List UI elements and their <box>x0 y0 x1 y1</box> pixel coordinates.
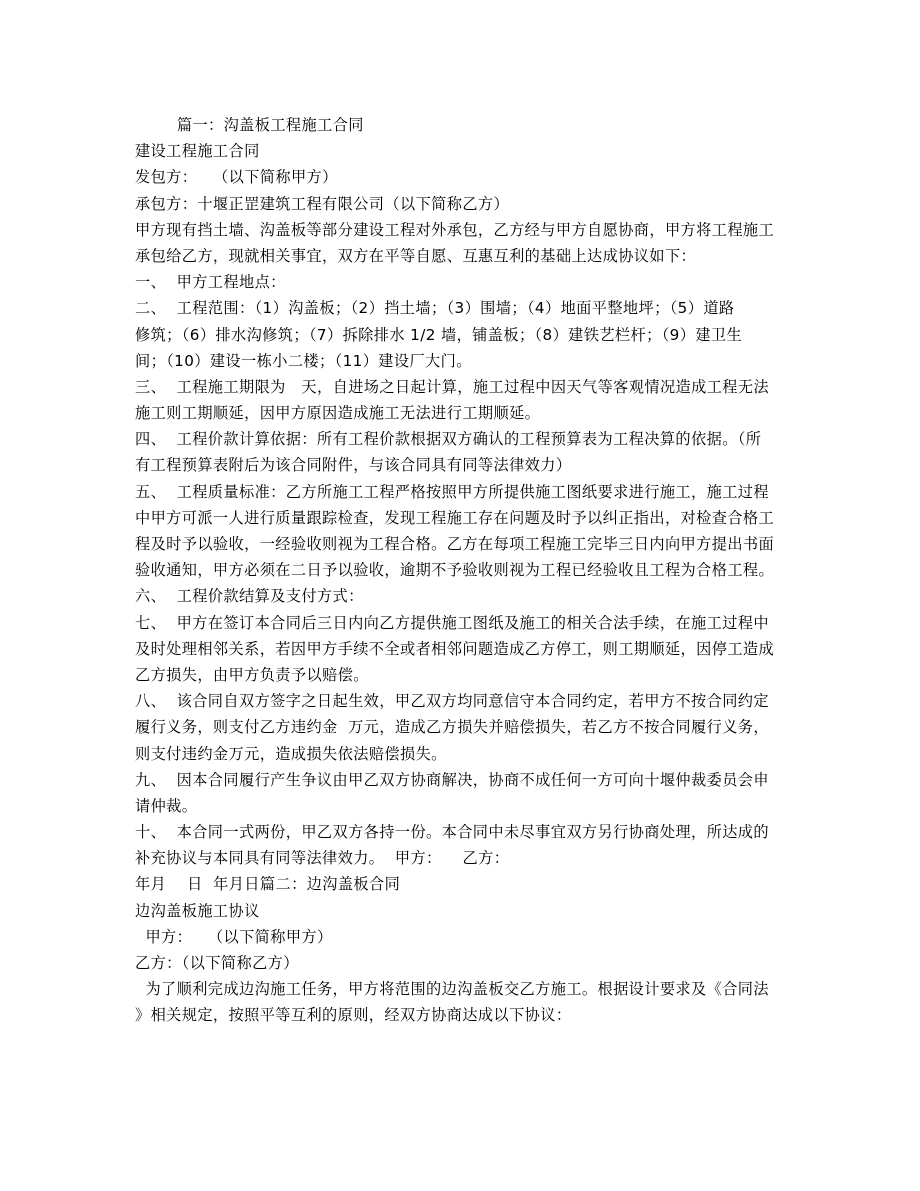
text-line: 建设工程施工合同 <box>135 142 260 161</box>
text-line: 八、 该合同自双方签字之日起生效，甲乙双方均同意信守本合同约定，若甲方不按合同约定 <box>135 692 769 711</box>
document-body <box>135 112 785 1029</box>
text-line: 五、 工程质量标准：乙方所施工工程严格按照甲方所提供施工图纸要求进行施工，施工过程 <box>135 482 769 501</box>
text-line: 一、 甲方工程地点： <box>135 273 286 292</box>
text-line: 有工程预算表附后为该合同附件，与该合同具有同等法律效力） <box>135 456 572 475</box>
text-line: 甲方现有挡土墙、沟盖板等部分建设工程对外承包，乙方经与甲方自愿协商，甲方将工程施工 <box>135 220 775 239</box>
text-line: 及时处理相邻关系，若因甲方手续不全或者相邻问题造成乙方停工，则工期顺延，因停工造成 <box>135 639 775 658</box>
text-line: 十、 本合同一式两份，甲乙双方各持一份。本合同中未尽事宜双方另行协商处理，所达成的 <box>135 823 769 842</box>
text-line: 乙方损失，由甲方负责予以赔偿。 <box>135 665 369 684</box>
text-line: 承包方：十堰正罡建筑工程有限公司（以下简称乙方） <box>135 194 510 213</box>
text-line: 七、 甲方在签订本合同后三日内向乙方提供施工图纸及施工的相关合法手续，在施工过程中 <box>135 613 769 632</box>
text-line: 则支付违约金万元，造成损失依法赔偿损失。 <box>135 744 447 763</box>
text-line: 六、 工程价款结算及支付方式： <box>135 587 364 606</box>
text-line: 为了顺利完成边沟施工任务，甲方将范围的边沟盖板交乙方施工。根据设计要求及《合同法 <box>135 980 769 999</box>
text-line: 承包给乙方，现就相关事宜，双方在平等自愿、互惠互利的基础上达成协议如下： <box>135 246 697 265</box>
text-line: 三、 工程施工期限为 天，自进场之日起计算，施工过程中因天气等客观情况造成工程无法 <box>135 377 770 396</box>
text-line: 乙方：（以下简称乙方） <box>135 954 299 972</box>
text-line: 间；（10）建设一栋小二楼；（11）建设厂大门。 <box>135 351 472 370</box>
text-line: 九、 因本合同履行产生争议由甲乙双方协商解决，协商不成任何一方可向十堰仲裁委员会申 <box>135 770 769 789</box>
text-line: 请仲裁。 <box>135 796 198 815</box>
text-line: 补充协议与本同具有同等法律效力。 甲方： 乙方： <box>135 849 510 868</box>
text-line: 篇一：沟盖板工程施工合同 <box>135 116 364 134</box>
text-line: 履行义务，则支付乙方违约金 万元，造成乙方损失并赔偿损失，若乙方不按合同履行义务， <box>135 718 769 737</box>
text-line: 发包方： （以下简称甲方） <box>135 168 338 187</box>
text-line: 二、 工程范围：（1）沟盖板；（2）挡土墙；（3）围墙；（4）地面平整地坪；（5）道路 <box>135 299 735 318</box>
text-line: 》相关规定，按照平等互利的原则，经双方协商达成以下协议： <box>135 1006 572 1025</box>
text-line: 年月 日 年月日篇二：边沟盖板合同 <box>135 875 401 894</box>
text-line: 中甲方可派一人进行质量跟踪检查，发现工程施工存在问题及时予以纠正指出，对检查合格工 <box>135 508 775 527</box>
text-line: 四、 工程价款计算依据：所有工程价款根据双方确认的工程预算表为工程决算的依据。（所 <box>135 430 762 449</box>
text-line: 边沟盖板施工协议 <box>135 901 260 920</box>
text-line: 修筑；（6）排水沟修筑；（7）拆除排水 1/2 墙，铺盖板；（8）建铁艺栏杆；（9）建卫生 <box>135 325 743 344</box>
text-line: 程及时予以验收，一经验收则视为工程合格。乙方在每项工程施工完毕三日内向甲方提出书面 <box>135 535 775 553</box>
text-line: 施工则工期顺延，因甲方原因造成施工无法进行工期顺延。 <box>135 404 541 423</box>
text-line: 甲方： （以下简称甲方） <box>135 927 333 946</box>
text-line: 验收通知，甲方必须在二日予以验收，逾期不予验收则视为工程已经验收且工程为合格工程。 <box>135 561 775 580</box>
